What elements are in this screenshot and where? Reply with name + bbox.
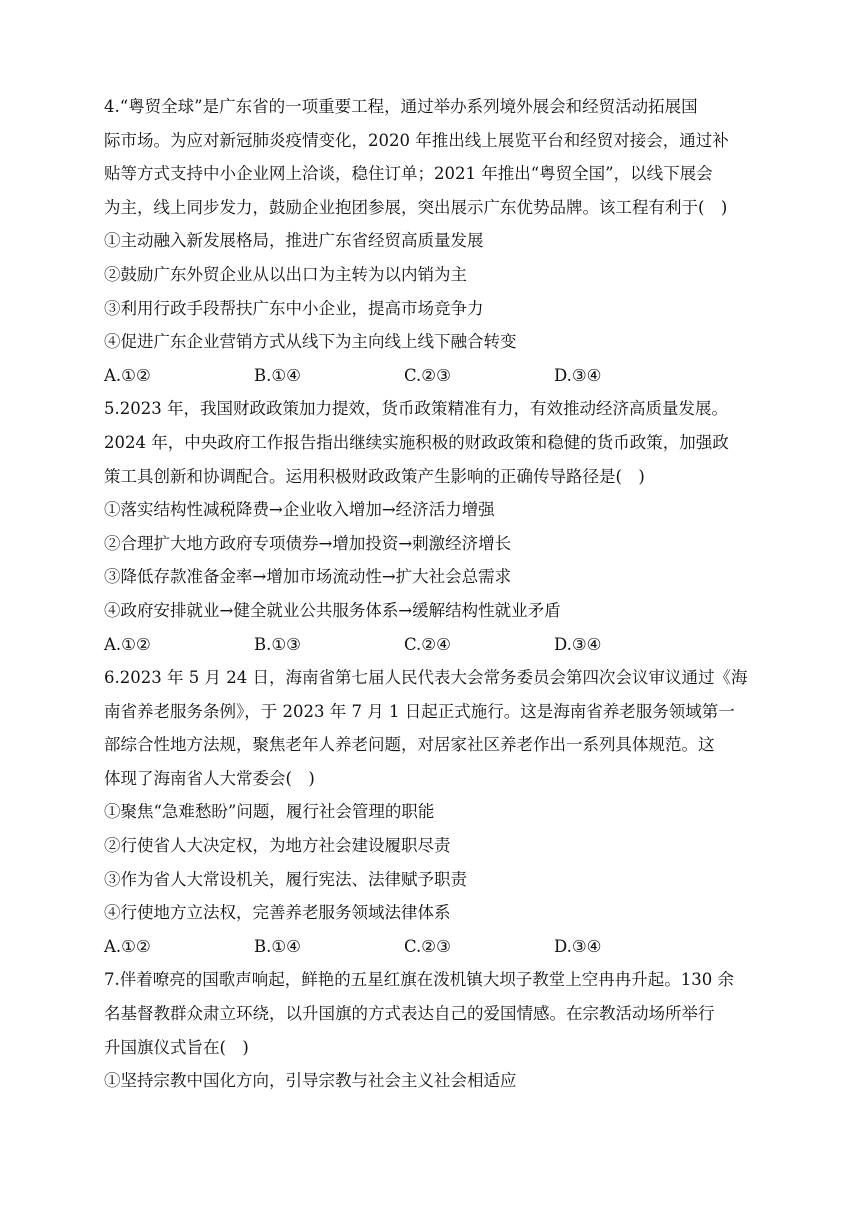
question-stem-line: 6.2023 年 5 月 24 日，海南省第七届人民代表大会常务委员会第四次会议审议通过《海: [104, 668, 748, 688]
answer-options: [104, 359, 756, 393]
statement: ①聚焦“急难愁盼”问题，履行社会管理的职能: [104, 802, 435, 822]
option-c: C.②③: [404, 365, 451, 385]
statement: ③作为省人大常设机关，履行宪法、法律赋予职责: [104, 869, 467, 889]
question-stem-line: 升国旗仪式旨在( ): [104, 1037, 249, 1057]
statement: ④促进广东企业营销方式从线下为主向线上线下融合转变: [104, 332, 517, 352]
question-stem-line: 5.2023 年，我国财政政策加力提效，货币政策精准有力，有效推动经济高质量发展。: [104, 399, 728, 419]
option-c: C.②④: [404, 634, 451, 654]
question-6: [104, 661, 756, 963]
option-d: D.③④: [554, 634, 602, 654]
question-5: [104, 392, 756, 661]
statement: ①主动融入新发展格局，推进广东省经贸高质量发展: [104, 231, 484, 251]
answer-options: [104, 628, 756, 662]
statement: ②鼓励广东外贸企业从以出口为主转为以内销为主: [104, 264, 467, 284]
question-stem-line: 4.“粤贸全球”是广东省的一项重要工程，通过举办系列境外展会和经贸活动拓展国: [104, 97, 698, 116]
question-stem-line: 部综合性地方法规，聚焦老年人养老问题，对居家社区养老作出一系列具体规范。这: [104, 735, 715, 755]
option-b: B.①④: [254, 365, 301, 385]
question-stem-line: 7.伴着嘹亮的国歌声响起，鲜艳的五星红旗在泼机镇大坝子教堂上空冉冉升起。130 余: [104, 970, 734, 990]
question-stem-line: 体现了海南省人大常委会( ): [104, 768, 315, 788]
question-4: [104, 90, 756, 392]
option-a: A.①②: [104, 365, 151, 385]
answer-options: [104, 930, 756, 964]
statement: ②行使省人大决定权，为地方社会建设履职尽责: [104, 836, 451, 856]
question-stem-line: 贴等方式支持中小企业网上洽谈，稳住订单；2021 年推出“粤贸全国”，以线下展会: [104, 164, 713, 184]
question-stem-line: 际市场。为应对新冠肺炎疫情变化，2020 年推出线上展览平台和经贸对接会，通过补: [104, 130, 729, 150]
question-stem-line: 2024 年，中央政府工作报告指出继续实施积极的财政政策和稳健的货币政策，加强政: [104, 432, 729, 452]
statement: ③降低存款准备金率→增加市场流动性→扩大社会总需求: [104, 567, 512, 587]
option-d: D.③④: [554, 365, 602, 385]
option-b: B.①③: [254, 634, 301, 654]
question-stem-line: 策工具创新和协调配合。运用积极财政政策产生影响的正确传导路径是( ): [104, 466, 645, 486]
exam-page: [104, 90, 756, 1098]
question-stem-line: 名基督教群众肃立环绕，以升国旗的方式表达自己的爱国情感。在宗教活动场所举行: [104, 1004, 715, 1024]
statement: ②合理扩大地方政府专项债券→增加投资→刺激经济增长: [104, 533, 512, 553]
question-stem-line: 南省养老服务条例》，于 2023 年 7 月 1 日起正式施行。这是海南省养老服务领域第一: [104, 701, 735, 721]
statement: ③利用行政手段帮扶广东中小企业，提高市场竞争力: [104, 298, 484, 318]
statement: ①坚持宗教中国化方向，引导宗教与社会主义社会相适应: [104, 1071, 517, 1091]
statement: ④政府安排就业→健全就业公共服务体系→缓解结构性就业矛盾: [104, 600, 561, 620]
option-d: D.③④: [554, 936, 602, 956]
question-stem-line: 为主，线上同步发力，鼓励企业抱团参展，突出展示广东优势品牌。该工程有利于( ): [104, 197, 728, 217]
option-b: B.①④: [254, 936, 301, 956]
option-c: C.②③: [404, 936, 451, 956]
option-a: A.①②: [104, 634, 151, 654]
statement: ①落实结构性减税降费→企业收入增加→经济活力增强: [104, 500, 495, 520]
option-a: A.①②: [104, 936, 151, 956]
question-7: [104, 963, 756, 1097]
statement: ④行使地方立法权，完善养老服务领域法律体系: [104, 903, 451, 923]
